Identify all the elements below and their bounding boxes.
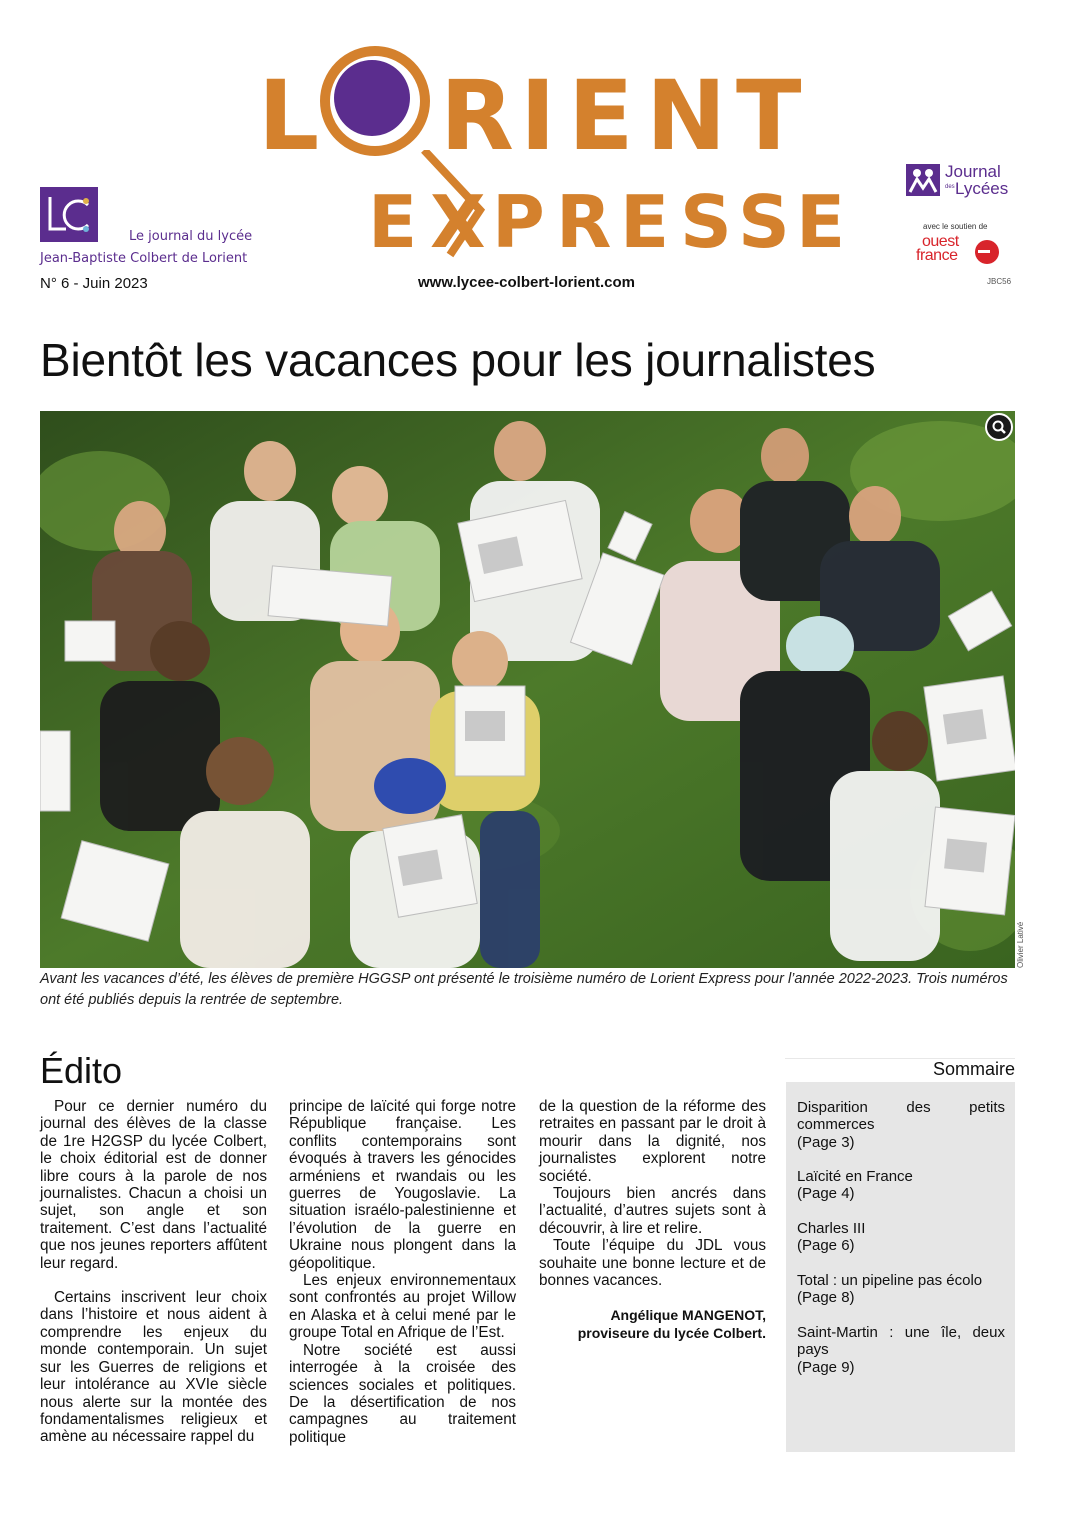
edito-paragraph: Toujours bien ancrés dans l’actualité, d’autres sujets sont à découvrir, à lire et relire. xyxy=(539,1185,766,1237)
brand-title-lorient xyxy=(258,42,838,172)
brand-letter: N xyxy=(646,60,727,172)
hero-photo-illustration xyxy=(40,411,1015,968)
edito-paragraph: Les enjeux environnementaux sont confrontés au projet Willow en Alaska et à celui mené par le groupe Total en Afrique de l’Est. xyxy=(289,1272,516,1342)
brand-letter: S xyxy=(738,180,790,264)
sommaire-item-page: (Page 6) xyxy=(797,1237,855,1255)
sommaire-item[interactable] xyxy=(797,1168,1005,1203)
photo-caption: Avant les vacances d’été, les élèves de première HGGSP ont présenté le troisième numéro de Lorient Express pour l’année 2022-2023. Trois numéros ont été publiés depuis la rentrée de septembre. xyxy=(40,971,1008,1008)
edito-paragraph: principe de laïcité qui forge notre République française. Les conflits contemporains sont évoqués à travers les génocides arméniens et rwandais ou les guerres de Yougoslavie. La situation israélo-palestinienne et l’évolution de la guerre en Ukraine nous plongent dans la géopolitique. xyxy=(289,1098,516,1272)
sommaire-item-title: Total : un pipeline pas écolo xyxy=(797,1272,983,1289)
brand-letter: E xyxy=(368,180,418,264)
signature-role: proviseure du lycée Colbert. xyxy=(577,1325,766,1342)
brand-letter: T xyxy=(736,60,802,172)
hero-photo xyxy=(40,411,1015,968)
jdl-line1: Journal xyxy=(945,162,1001,181)
page-code: JBC56 xyxy=(987,277,1012,286)
brand-letter: R xyxy=(556,180,612,264)
brand-letter: E xyxy=(796,180,846,264)
ouest-france-word2: france xyxy=(916,247,958,264)
jdl-small: des xyxy=(945,184,955,190)
edito-paragraph: Notre société est aussi interrogée à la croisée des sciences sociales et politiques. De la désertification de nos campagnes au traitement politique xyxy=(289,1341,516,1446)
ouest-france-word1: ouest xyxy=(922,233,959,250)
edito-signature xyxy=(539,1306,766,1342)
brand-letter: E xyxy=(620,180,670,264)
edito-column-2 xyxy=(289,1098,516,1446)
brand-letter: E xyxy=(568,60,634,172)
brand-letter: R xyxy=(440,60,514,172)
sommaire-item-page: (Page 3) xyxy=(797,1133,855,1151)
brand-letter: P xyxy=(492,180,545,264)
brand-letter: L xyxy=(258,60,320,172)
soutien-label: avec le soutien de xyxy=(923,222,988,231)
issue-number: N° 6 - Juin 2023 xyxy=(40,275,148,292)
ouest-france-logo xyxy=(916,234,1002,268)
photo-credit: Olivier Lativé xyxy=(1016,921,1025,968)
brand-o-mark xyxy=(320,42,430,160)
edito-paragraph: Toute l’équipe du JDL vous souhaite une bonne lecture et de bonnes vacances. xyxy=(539,1237,766,1290)
school-logo xyxy=(40,187,98,242)
zoom-icon[interactable] xyxy=(984,412,1014,442)
sommaire-item[interactable] xyxy=(797,1099,1005,1151)
edito-title: Édito xyxy=(40,1050,123,1091)
signature-name: Angélique MANGENOT, xyxy=(610,1307,766,1324)
edito-column-1 xyxy=(40,1098,267,1446)
edito-paragraph: de la question de la réforme des retraites en passant par le droit à mourir dans la dignité, nos journalistes explorent notre société. xyxy=(539,1098,766,1185)
website-link[interactable]: www.lycee-colbert-lorient.com xyxy=(418,274,635,291)
brand-letter: I xyxy=(520,60,556,172)
edito-paragraph: Pour ce dernier numéro du journal des élèves de la classe de 1re H2GSP du lycée Colbert, le choix éditorial est de donner libre cours à la parole de nos journalistes. Chacun a choisi un sujet, son angle et son traitement. C’est dans l’actualité que nos jeunes reporters affûtent leur regard. xyxy=(40,1098,267,1272)
sommaire-item-page: (Page 8) xyxy=(797,1289,855,1307)
brand-letter: X xyxy=(430,180,486,264)
sommaire-item-title: Laïcité en France xyxy=(797,1168,913,1185)
edito-column-3 xyxy=(539,1098,766,1342)
sommaire-title: Sommaire xyxy=(932,1059,1015,1079)
page-headline: Bientôt les vacances pour les journalistes xyxy=(40,334,876,386)
ouest-france-circle-icon xyxy=(974,239,1000,265)
sommaire-item[interactable] xyxy=(797,1272,1005,1307)
brand-title-expresse xyxy=(368,178,846,270)
sommaire-item-page: (Page 4) xyxy=(797,1185,855,1203)
sommaire-item-page: (Page 9) xyxy=(797,1358,855,1376)
school-tagline-1: Le journal du lycée xyxy=(129,229,253,244)
edito-paragraph: Certains inscrivent leur choix dans l’histoire et nous aident à comprendre les enjeux du monde contemporain. Un sujet sur les Guerres de religions et leur intolérance au XVIe siècle nous alerte sur la montée des fondamentalismes religieux et amène au nécessaire rappel du xyxy=(40,1289,267,1446)
sommaire-item[interactable] xyxy=(797,1220,1005,1255)
sommaire-item-title: Saint-Martin : une île, deux pays xyxy=(797,1324,1005,1359)
sommaire-item-title: Charles III xyxy=(797,1220,866,1237)
jdl-line2: Lycées xyxy=(955,179,1009,198)
school-tagline-2: Jean-Baptiste Colbert de Lorient xyxy=(40,251,248,266)
sommaire-item[interactable] xyxy=(797,1324,1005,1376)
journal-des-lycees-logo xyxy=(906,162,1016,202)
brand-letter: S xyxy=(680,180,732,264)
jdl-emblem-icon xyxy=(906,164,940,196)
sommaire-item-title: Disparition des petits commerces xyxy=(797,1099,1005,1134)
